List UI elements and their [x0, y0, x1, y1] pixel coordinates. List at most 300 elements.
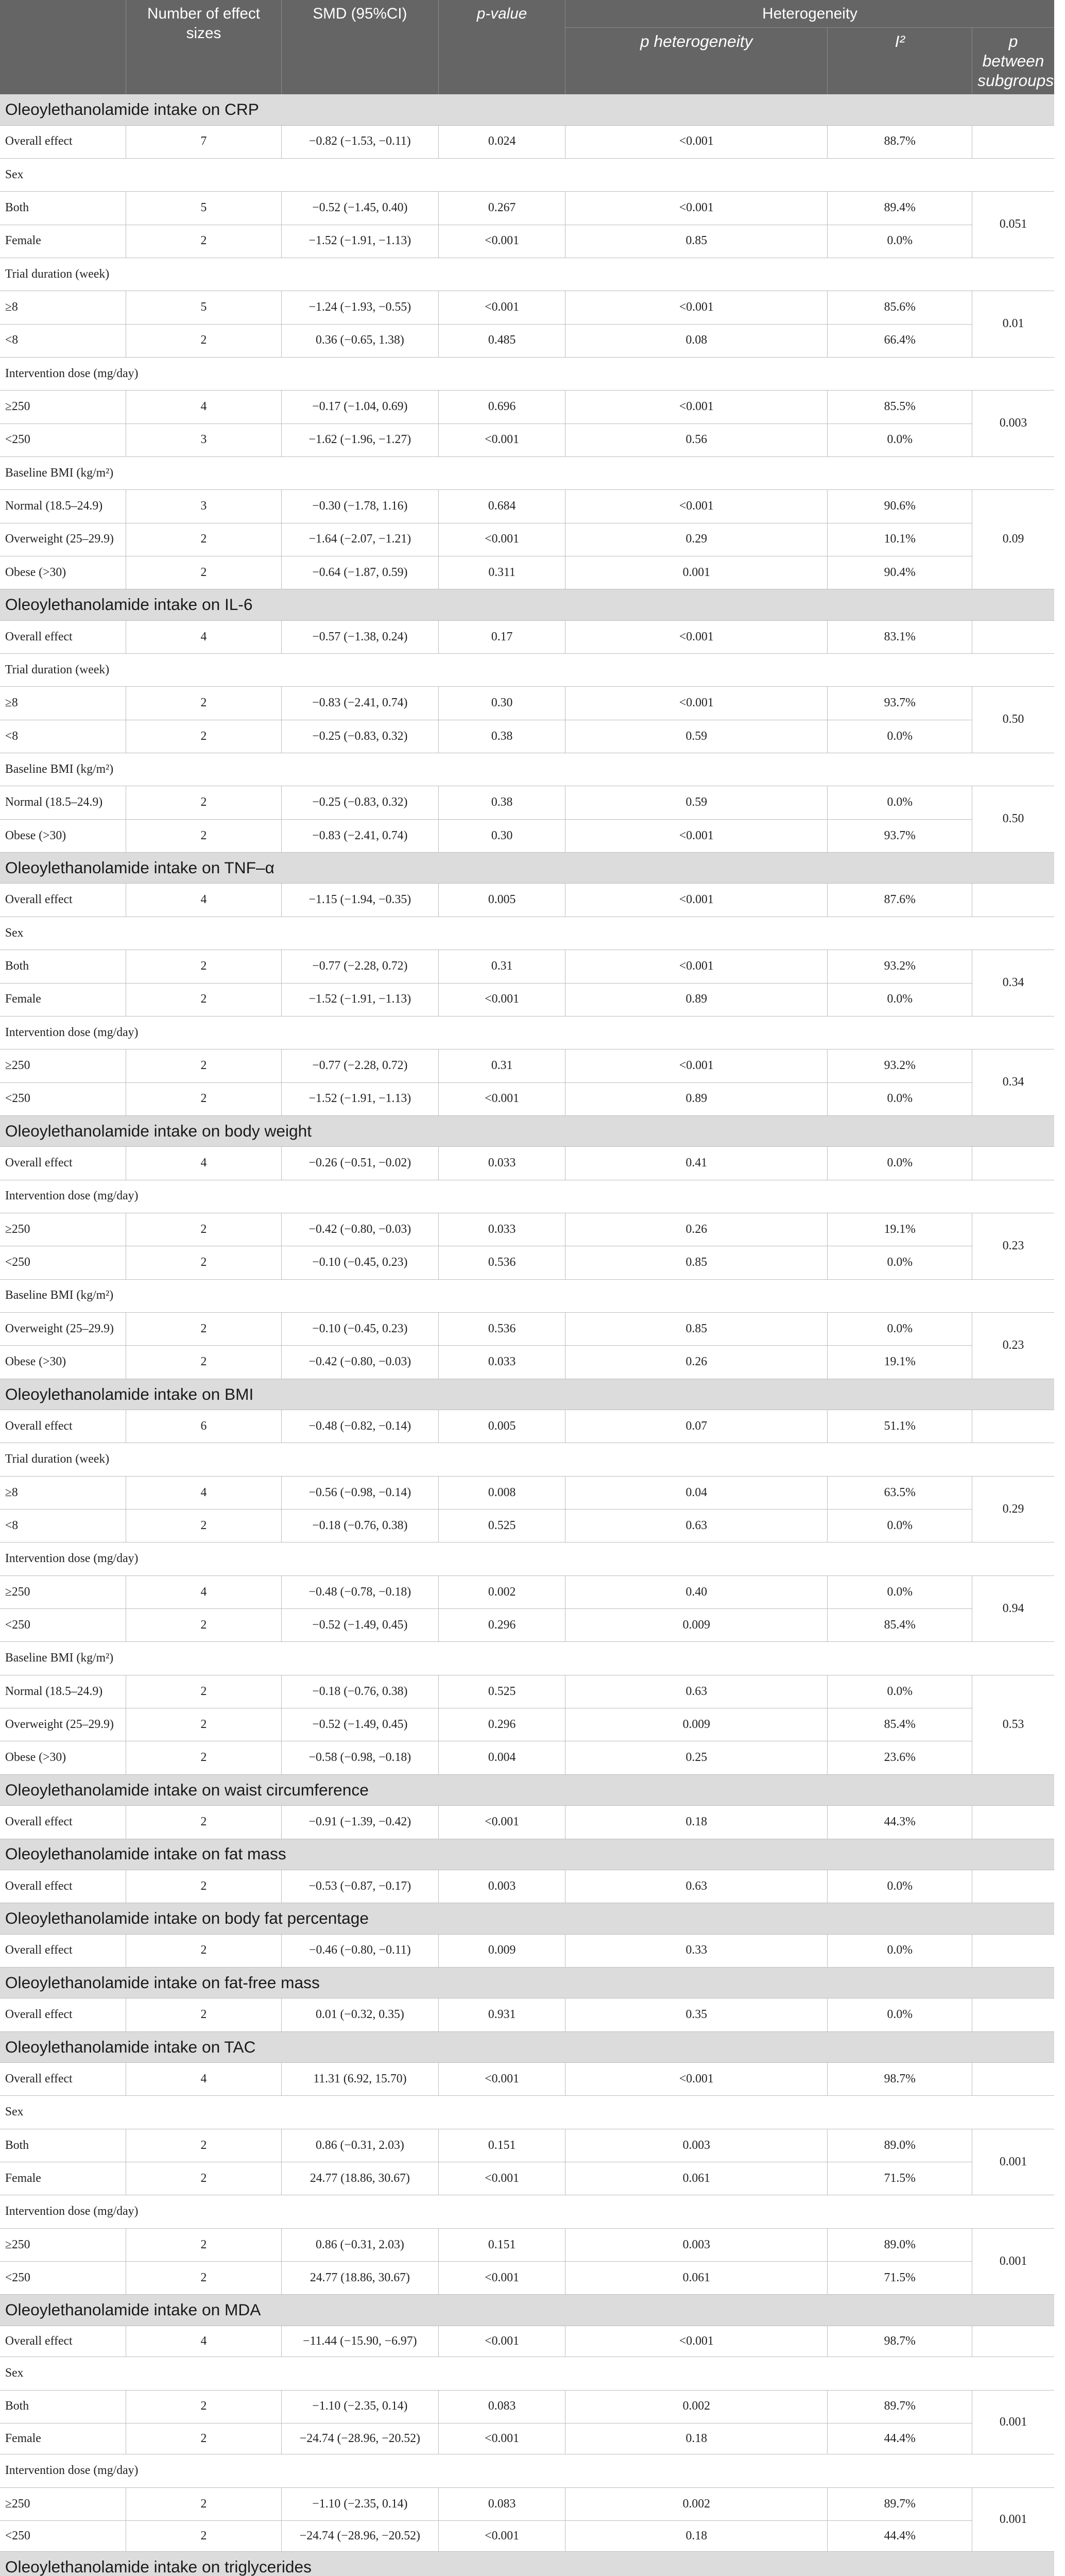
p-between-subgroups-cell	[972, 1410, 1054, 1443]
p-heterogeneity-cell: 0.59	[565, 786, 828, 819]
p-heterogeneity-cell: 0.89	[565, 983, 828, 1016]
p-value-cell: <0.001	[438, 1082, 565, 1115]
section-title: Oleoylethanolamide intake on TAC	[0, 2031, 1054, 2062]
effect-size-count: 4	[126, 2063, 282, 2096]
p-heterogeneity-cell: <0.001	[565, 950, 828, 983]
header-p-value: p-value	[438, 0, 565, 94]
subgroup-label: Baseline BMI (kg/m²)	[0, 753, 1054, 786]
smd-ci-cell: −0.91 (−1.39, −0.42)	[281, 1806, 438, 1839]
p-heterogeneity-cell: 0.41	[565, 1147, 828, 1180]
i-squared-cell: 0.0%	[828, 225, 972, 258]
p-value-cell: <0.001	[438, 2063, 565, 2096]
i-squared-cell: 23.6%	[828, 1741, 972, 1774]
subgroup-header-row	[0, 2357, 1054, 2390]
subgroup-header-row	[0, 1543, 1054, 1575]
row-label: Obese (>30)	[0, 556, 126, 589]
effect-size-count: 4	[126, 1575, 282, 1608]
row-label: <8	[0, 324, 126, 357]
p-heterogeneity-cell: <0.001	[565, 192, 828, 225]
section-title: Oleoylethanolamide intake on TNF–α	[0, 853, 1054, 884]
subgroup-label: Baseline BMI (kg/m²)	[0, 1642, 1054, 1675]
row-label: <250	[0, 2521, 126, 2552]
row-label: Overall effect	[0, 2326, 126, 2357]
header-outcome	[0, 0, 126, 94]
section-title: Oleoylethanolamide intake on MDA	[0, 2295, 1054, 2326]
row-label: <250	[0, 1246, 126, 1279]
table-header	[0, 0, 1054, 94]
table-row	[0, 324, 1054, 357]
smd-ci-cell: 0.36 (−0.65, 1.38)	[281, 324, 438, 357]
row-label: <250	[0, 423, 126, 456]
p-value-cell: 0.033	[438, 1147, 565, 1180]
row-label: ≥250	[0, 1575, 126, 1608]
row-label: ≥250	[0, 1049, 126, 1082]
section-header-row	[0, 2031, 1054, 2062]
p-between-subgroups-cell	[972, 1806, 1054, 1839]
p-value-cell: 0.009	[438, 1934, 565, 1967]
section-title: Oleoylethanolamide intake on fat-free mass	[0, 1967, 1054, 1998]
row-label: ≥8	[0, 1476, 126, 1509]
p-heterogeneity-cell: 0.002	[565, 2390, 828, 2423]
effect-size-count: 2	[126, 2162, 282, 2195]
p-heterogeneity-cell: <0.001	[565, 490, 828, 523]
header-p-heterogeneity: p heterogeneity	[565, 28, 828, 94]
table-row	[0, 291, 1054, 324]
row-label: Overall effect	[0, 620, 126, 653]
p-value-cell: <0.001	[438, 983, 565, 1016]
i-squared-cell: 0.0%	[828, 1870, 972, 1903]
row-label: Overall effect	[0, 1410, 126, 1443]
smd-ci-cell: −0.42 (−0.80, −0.03)	[281, 1346, 438, 1379]
p-heterogeneity-cell: 0.26	[565, 1213, 828, 1246]
p-value-cell: 0.38	[438, 786, 565, 819]
p-value-cell: <0.001	[438, 291, 565, 324]
p-heterogeneity-cell: 0.001	[565, 556, 828, 589]
i-squared-cell: 98.7%	[828, 2326, 972, 2357]
section-header-row	[0, 94, 1054, 125]
table-row	[0, 2423, 1054, 2454]
effect-size-count: 2	[126, 556, 282, 589]
effect-size-count: 2	[126, 2423, 282, 2454]
i-squared-cell: 85.5%	[828, 391, 972, 423]
p-value-cell: 0.033	[438, 1346, 565, 1379]
effect-size-count: 2	[126, 1675, 282, 1708]
i-squared-cell: 44.4%	[828, 2521, 972, 2552]
smd-ci-cell: −0.48 (−0.82, −0.14)	[281, 1410, 438, 1443]
p-value-cell: <0.001	[438, 2262, 565, 2295]
p-between-subgroups-cell: 0.001	[972, 2228, 1054, 2295]
smd-ci-cell: −0.52 (−1.49, 0.45)	[281, 1609, 438, 1642]
subgroup-header-row	[0, 2454, 1054, 2487]
i-squared-cell: 71.5%	[828, 2262, 972, 2295]
effect-size-count: 2	[126, 2262, 282, 2295]
row-label: Normal (18.5–24.9)	[0, 786, 126, 819]
i-squared-cell: 0.0%	[828, 1575, 972, 1608]
subgroup-header-row	[0, 258, 1054, 291]
i-squared-cell: 19.1%	[828, 1346, 972, 1379]
effect-size-count: 4	[126, 1476, 282, 1509]
subgroup-label: Baseline BMI (kg/m²)	[0, 456, 1054, 489]
table-row	[0, 1213, 1054, 1246]
subgroup-header-row	[0, 2096, 1054, 2129]
table-row	[0, 490, 1054, 523]
p-heterogeneity-cell: <0.001	[565, 1049, 828, 1082]
p-between-subgroups-cell: 0.09	[972, 490, 1054, 589]
p-value-cell: 0.002	[438, 1575, 565, 1608]
effect-size-count: 2	[126, 1806, 282, 1839]
i-squared-cell: 0.0%	[828, 1082, 972, 1115]
effect-size-count: 4	[126, 884, 282, 917]
effect-size-count: 5	[126, 192, 282, 225]
section-title: Oleoylethanolamide intake on body fat percentage	[0, 1903, 1054, 1934]
smd-ci-cell: −0.53 (−0.87, −0.17)	[281, 1870, 438, 1903]
section-title: Oleoylethanolamide intake on IL-6	[0, 589, 1054, 620]
p-value-cell: 0.083	[438, 2390, 565, 2423]
subgroup-label: Sex	[0, 2357, 1054, 2390]
smd-ci-cell: 11.31 (6.92, 15.70)	[281, 2063, 438, 2096]
i-squared-cell: 89.4%	[828, 192, 972, 225]
p-value-cell: 0.024	[438, 125, 565, 158]
smd-ci-cell: −24.74 (−28.96, −20.52)	[281, 2423, 438, 2454]
table-row	[0, 125, 1054, 158]
smd-ci-cell: −0.18 (−0.76, 0.38)	[281, 1675, 438, 1708]
table-body	[0, 94, 1054, 2576]
subgroup-label: Intervention dose (mg/day)	[0, 2454, 1054, 2487]
p-value-cell: <0.001	[438, 2521, 565, 2552]
p-heterogeneity-cell: 0.061	[565, 2262, 828, 2295]
effect-size-count: 7	[126, 125, 282, 158]
smd-ci-cell: 0.86 (−0.31, 2.03)	[281, 2129, 438, 2162]
smd-ci-cell: −0.25 (−0.83, 0.32)	[281, 786, 438, 819]
row-label: ≥8	[0, 291, 126, 324]
row-label: Both	[0, 2390, 126, 2423]
row-label: Normal (18.5–24.9)	[0, 490, 126, 523]
subgroup-label: Sex	[0, 158, 1054, 191]
subgroup-header-row	[0, 1443, 1054, 1476]
p-value-cell: 0.536	[438, 1312, 565, 1345]
section-header-row	[0, 589, 1054, 620]
row-label: Obese (>30)	[0, 1741, 126, 1774]
p-heterogeneity-cell: 0.18	[565, 1806, 828, 1839]
smd-ci-cell: −0.25 (−0.83, 0.32)	[281, 720, 438, 753]
p-between-subgroups-cell: 0.29	[972, 1476, 1054, 1543]
effect-size-count: 6	[126, 1410, 282, 1443]
table-row	[0, 1346, 1054, 1379]
row-label: Both	[0, 950, 126, 983]
effect-size-count: 2	[126, 786, 282, 819]
effect-size-count: 2	[126, 950, 282, 983]
table-row	[0, 1934, 1054, 1967]
p-value-cell: 0.525	[438, 1510, 565, 1543]
p-value-cell: 0.485	[438, 324, 565, 357]
p-heterogeneity-cell: <0.001	[565, 2063, 828, 2096]
smd-ci-cell: −1.64 (−2.07, −1.21)	[281, 523, 438, 556]
effect-size-count: 2	[126, 983, 282, 1016]
p-heterogeneity-cell: <0.001	[565, 819, 828, 852]
subgroup-header-row	[0, 753, 1054, 786]
row-label: Normal (18.5–24.9)	[0, 1675, 126, 1708]
p-value-cell: <0.001	[438, 1806, 565, 1839]
p-value-cell: 0.30	[438, 687, 565, 720]
p-heterogeneity-cell: 0.85	[565, 1246, 828, 1279]
i-squared-cell: 10.1%	[828, 523, 972, 556]
i-squared-cell: 93.2%	[828, 950, 972, 983]
p-heterogeneity-cell: 0.85	[565, 225, 828, 258]
row-label: Obese (>30)	[0, 819, 126, 852]
smd-ci-cell: −0.17 (−1.04, 0.69)	[281, 391, 438, 423]
table-row	[0, 620, 1054, 653]
row-label: <250	[0, 1082, 126, 1115]
effect-size-count: 2	[126, 1998, 282, 2031]
row-label: <8	[0, 720, 126, 753]
p-between-subgroups-cell: 0.34	[972, 1049, 1054, 1116]
smd-ci-cell: −0.10 (−0.45, 0.23)	[281, 1246, 438, 1279]
i-squared-cell: 85.4%	[828, 1708, 972, 1741]
p-heterogeneity-cell: <0.001	[565, 391, 828, 423]
i-squared-cell: 0.0%	[828, 1246, 972, 1279]
p-between-subgroups-cell	[972, 2063, 1054, 2096]
subgroup-header-row	[0, 1016, 1054, 1049]
p-heterogeneity-cell: <0.001	[565, 884, 828, 917]
row-label: Female	[0, 225, 126, 258]
table-row	[0, 950, 1054, 983]
i-squared-cell: 89.7%	[828, 2390, 972, 2423]
p-value-cell: 0.696	[438, 391, 565, 423]
table-row	[0, 192, 1054, 225]
p-value-cell: <0.001	[438, 523, 565, 556]
subgroup-header-row	[0, 357, 1054, 390]
p-heterogeneity-cell: 0.89	[565, 1082, 828, 1115]
subgroup-label: Trial duration (week)	[0, 1443, 1054, 1476]
subgroup-label: Sex	[0, 2096, 1054, 2129]
effect-size-count: 2	[126, 1934, 282, 1967]
row-label: ≥250	[0, 2487, 126, 2520]
table-row	[0, 1510, 1054, 1543]
p-heterogeneity-cell: <0.001	[565, 620, 828, 653]
effect-size-count: 5	[126, 291, 282, 324]
effect-size-count: 2	[126, 1708, 282, 1741]
smd-ci-cell: −0.18 (−0.76, 0.38)	[281, 1510, 438, 1543]
smd-ci-cell: −1.52 (−1.91, −1.13)	[281, 225, 438, 258]
effect-size-count: 2	[126, 2228, 282, 2261]
header-p-between-subgroups: p between subgroups	[972, 28, 1054, 94]
section-header-row	[0, 1839, 1054, 1870]
p-value-cell: 0.267	[438, 192, 565, 225]
i-squared-cell: 0.0%	[828, 720, 972, 753]
subgroup-label: Intervention dose (mg/day)	[0, 2195, 1054, 2228]
table-row	[0, 2228, 1054, 2261]
p-value-cell: <0.001	[438, 225, 565, 258]
p-between-subgroups-cell: 0.001	[972, 2129, 1054, 2195]
table-row	[0, 983, 1054, 1016]
subgroup-label: Trial duration (week)	[0, 258, 1054, 291]
p-value-cell: <0.001	[438, 2326, 565, 2357]
row-label: Female	[0, 2423, 126, 2454]
subgroup-label: Intervention dose (mg/day)	[0, 1016, 1054, 1049]
p-heterogeneity-cell: 0.35	[565, 1998, 828, 2031]
row-label: Overall effect	[0, 884, 126, 917]
smd-ci-cell: −0.26 (−0.51, −0.02)	[281, 1147, 438, 1180]
row-label: Overweight (25–29.9)	[0, 1312, 126, 1345]
p-value-cell: 0.151	[438, 2228, 565, 2261]
smd-ci-cell: −0.82 (−1.53, −0.11)	[281, 125, 438, 158]
smd-ci-cell: −0.48 (−0.78, −0.18)	[281, 1575, 438, 1608]
row-label: Female	[0, 983, 126, 1016]
section-title: Oleoylethanolamide intake on body weight	[0, 1115, 1054, 1146]
table-row	[0, 556, 1054, 589]
row-label: Overall effect	[0, 125, 126, 158]
p-heterogeneity-cell: <0.001	[565, 2326, 828, 2357]
effect-size-count: 2	[126, 1741, 282, 1774]
i-squared-cell: 93.2%	[828, 1049, 972, 1082]
i-squared-cell: 71.5%	[828, 2162, 972, 2195]
row-label: Overall effect	[0, 1998, 126, 2031]
p-value-cell: 0.525	[438, 1675, 565, 1708]
p-value-cell: <0.001	[438, 2162, 565, 2195]
smd-ci-cell: −0.77 (−2.28, 0.72)	[281, 950, 438, 983]
row-label: <8	[0, 1510, 126, 1543]
p-heterogeneity-cell: <0.001	[565, 291, 828, 324]
table-row	[0, 1082, 1054, 1115]
p-between-subgroups-cell: 0.50	[972, 786, 1054, 853]
table-row	[0, 786, 1054, 819]
smd-ci-cell: 24.77 (18.86, 30.67)	[281, 2162, 438, 2195]
row-label: Both	[0, 192, 126, 225]
effect-size-count: 2	[126, 1346, 282, 1379]
row-label: Overall effect	[0, 1934, 126, 1967]
subgroup-header-row	[0, 1180, 1054, 1213]
i-squared-cell: 0.0%	[828, 1312, 972, 1345]
row-label: <250	[0, 2262, 126, 2295]
p-heterogeneity-cell: 0.18	[565, 2521, 828, 2552]
smd-ci-cell: −0.52 (−1.49, 0.45)	[281, 1708, 438, 1741]
row-label: Overall effect	[0, 2063, 126, 2096]
p-between-subgroups-cell: 0.23	[972, 1312, 1054, 1379]
i-squared-cell: 83.1%	[828, 620, 972, 653]
table-row	[0, 1312, 1054, 1345]
effect-size-count: 3	[126, 490, 282, 523]
p-value-cell: 0.17	[438, 620, 565, 653]
smd-ci-cell: −11.44 (−15.90, −6.97)	[281, 2326, 438, 2357]
section-title: Oleoylethanolamide intake on waist circumference	[0, 1774, 1054, 1805]
p-heterogeneity-cell: 0.29	[565, 523, 828, 556]
p-between-subgroups-cell	[972, 1998, 1054, 2031]
p-value-cell: 0.151	[438, 2129, 565, 2162]
table-row	[0, 2063, 1054, 2096]
header-number-of-effect-sizes: Number of effect sizes	[126, 0, 282, 94]
p-heterogeneity-cell: 0.002	[565, 2487, 828, 2520]
smd-ci-cell: −1.62 (−1.96, −1.27)	[281, 423, 438, 456]
p-heterogeneity-cell: 0.009	[565, 1609, 828, 1642]
row-label: ≥8	[0, 687, 126, 720]
i-squared-cell: 90.4%	[828, 556, 972, 589]
row-label: ≥250	[0, 1213, 126, 1246]
smd-ci-cell: 0.01 (−0.32, 0.35)	[281, 1998, 438, 2031]
smd-ci-cell: −24.74 (−28.96, −20.52)	[281, 2521, 438, 2552]
table-row	[0, 2326, 1054, 2357]
p-between-subgroups-cell: 0.53	[972, 1675, 1054, 1774]
table-row	[0, 1575, 1054, 1608]
i-squared-cell: 85.6%	[828, 291, 972, 324]
smd-ci-cell: −0.30 (−1.78, 1.16)	[281, 490, 438, 523]
table-row	[0, 2487, 1054, 2520]
table-row	[0, 720, 1054, 753]
header-heterogeneity: Heterogeneity	[565, 0, 1054, 28]
p-heterogeneity-cell: 0.003	[565, 2129, 828, 2162]
table-row	[0, 1049, 1054, 1082]
smd-ci-cell: 24.77 (18.86, 30.67)	[281, 2262, 438, 2295]
p-heterogeneity-cell: 0.63	[565, 1870, 828, 1903]
p-between-subgroups-cell: 0.23	[972, 1213, 1054, 1279]
p-heterogeneity-cell: 0.63	[565, 1675, 828, 1708]
table-row	[0, 2521, 1054, 2552]
table-row	[0, 1609, 1054, 1642]
effect-size-count: 2	[126, 2521, 282, 2552]
p-value-cell: 0.684	[438, 490, 565, 523]
i-squared-cell: 19.1%	[828, 1213, 972, 1246]
section-header-row	[0, 2552, 1054, 2576]
p-heterogeneity-cell: 0.009	[565, 1708, 828, 1741]
p-between-subgroups-cell	[972, 1934, 1054, 1967]
section-header-row	[0, 1774, 1054, 1805]
subgroup-label: Trial duration (week)	[0, 654, 1054, 687]
p-between-subgroups-cell: 0.003	[972, 391, 1054, 457]
section-header-row	[0, 1115, 1054, 1146]
row-label: <250	[0, 1609, 126, 1642]
p-between-subgroups-cell	[972, 620, 1054, 653]
table-row	[0, 391, 1054, 423]
p-between-subgroups-cell	[972, 1147, 1054, 1180]
table-row	[0, 523, 1054, 556]
table-row	[0, 884, 1054, 917]
p-heterogeneity-cell: 0.07	[565, 1410, 828, 1443]
p-value-cell: 0.30	[438, 819, 565, 852]
table-row	[0, 687, 1054, 720]
p-heterogeneity-cell: 0.08	[565, 324, 828, 357]
smd-ci-cell: −0.56 (−0.98, −0.14)	[281, 1476, 438, 1509]
p-value-cell: 0.931	[438, 1998, 565, 2031]
i-squared-cell: 66.4%	[828, 324, 972, 357]
smd-ci-cell: −0.83 (−2.41, 0.74)	[281, 687, 438, 720]
p-between-subgroups-cell: 0.051	[972, 192, 1054, 258]
effect-size-count: 4	[126, 391, 282, 423]
section-header-row	[0, 853, 1054, 884]
p-heterogeneity-cell: 0.18	[565, 2423, 828, 2454]
p-between-subgroups-cell: 0.94	[972, 1575, 1054, 1642]
i-squared-cell: 44.4%	[828, 2423, 972, 2454]
i-squared-cell: 90.6%	[828, 490, 972, 523]
effect-size-count: 4	[126, 2326, 282, 2357]
p-value-cell: 0.004	[438, 1741, 565, 1774]
table-row	[0, 2162, 1054, 2195]
subgroup-header-row	[0, 1279, 1054, 1312]
table-row	[0, 1708, 1054, 1741]
i-squared-cell: 93.7%	[828, 819, 972, 852]
table-row	[0, 1741, 1054, 1774]
smd-ci-cell: −0.57 (−1.38, 0.24)	[281, 620, 438, 653]
smd-ci-cell: −1.52 (−1.91, −1.13)	[281, 983, 438, 1016]
effect-size-count: 2	[126, 819, 282, 852]
p-heterogeneity-cell: 0.59	[565, 720, 828, 753]
i-squared-cell: 0.0%	[828, 1934, 972, 1967]
smd-ci-cell: −0.10 (−0.45, 0.23)	[281, 1312, 438, 1345]
p-value-cell: 0.008	[438, 1476, 565, 1509]
smd-ci-cell: −0.42 (−0.80, −0.03)	[281, 1213, 438, 1246]
p-value-cell: 0.296	[438, 1609, 565, 1642]
i-squared-cell: 0.0%	[828, 1998, 972, 2031]
table-row	[0, 1147, 1054, 1180]
section-header-row	[0, 1379, 1054, 1410]
